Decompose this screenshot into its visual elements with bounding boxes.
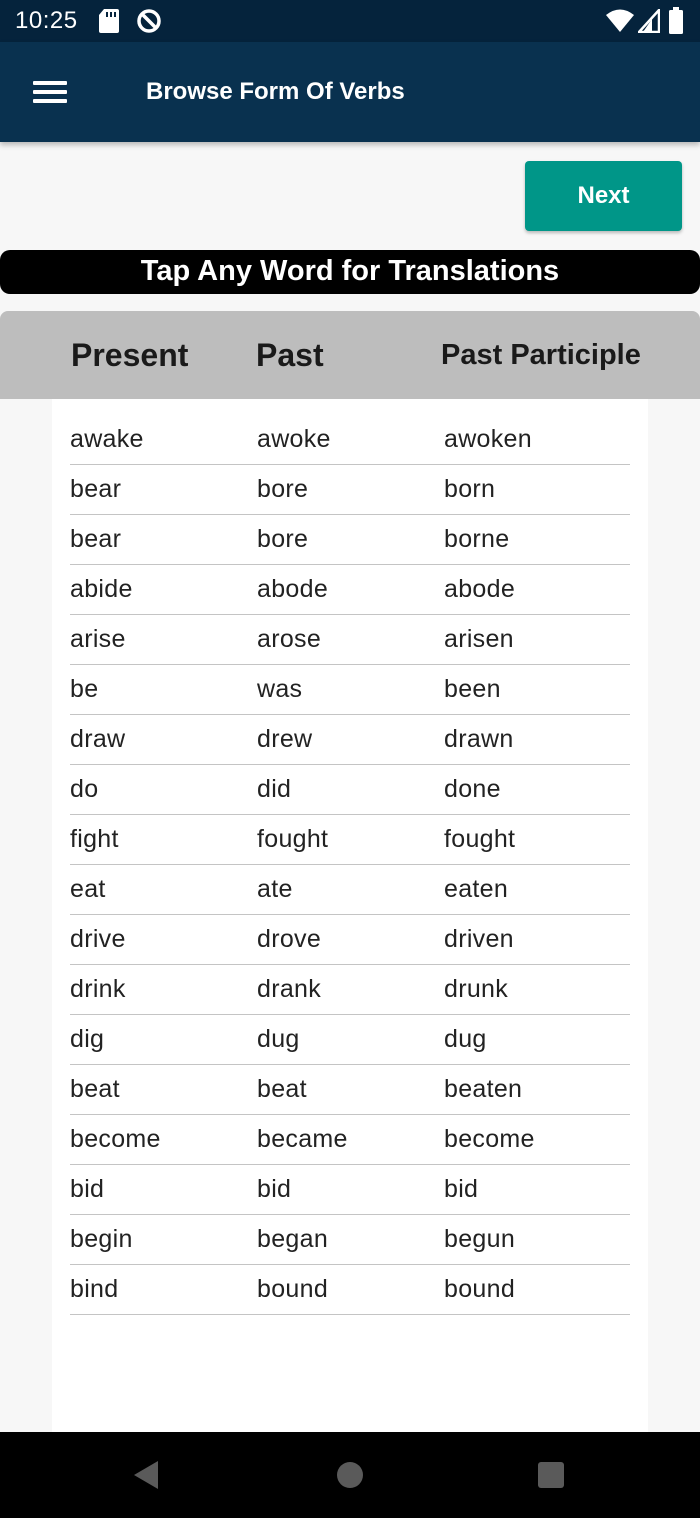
past-participle-cell[interactable]: abode [444,575,516,603]
column-header-present: Present [71,337,189,373]
table-row[interactable] [70,865,630,915]
table-row[interactable] [70,1115,630,1165]
table-row[interactable] [70,415,630,465]
present-cell[interactable]: bear [70,475,122,503]
past-participle-cell[interactable]: arisen [444,625,514,653]
present-cell[interactable]: fight [70,825,119,853]
past-participle-cell[interactable]: begun [444,1225,516,1253]
past-cell[interactable]: awoke [257,425,331,453]
past-participle-cell[interactable]: awoken [444,425,532,453]
past-cell[interactable]: dug [257,1025,300,1053]
present-cell[interactable]: be [70,675,99,703]
present-cell[interactable]: abide [70,575,133,603]
past-participle-cell[interactable]: been [444,675,501,703]
past-cell[interactable]: abode [257,575,329,603]
menu-button[interactable] [20,69,80,115]
present-cell[interactable]: beat [70,1075,120,1103]
data-saver-icon [136,8,162,34]
table-row[interactable] [70,1265,630,1315]
past-participle-cell[interactable]: bid [444,1175,479,1203]
status-bar [0,0,700,42]
present-cell[interactable]: awake [70,425,144,453]
present-cell[interactable]: drive [70,925,126,953]
past-participle-cell[interactable]: become [444,1125,535,1153]
past-cell[interactable]: fought [257,825,329,853]
page-title: Browse Form Of Verbs [146,78,405,105]
past-cell[interactable]: began [257,1225,329,1253]
past-participle-cell[interactable]: born [444,475,496,503]
present-cell[interactable]: do [70,775,99,803]
present-cell[interactable]: bear [70,525,122,553]
table-row[interactable] [70,515,630,565]
past-cell[interactable]: was [257,675,303,703]
table-row[interactable] [70,715,630,765]
table-row[interactable] [70,965,630,1015]
past-cell[interactable]: bound [257,1275,329,1303]
back-icon[interactable] [130,1459,162,1491]
past-cell[interactable]: bid [257,1175,292,1203]
table-row[interactable] [70,1015,630,1065]
past-cell[interactable]: drew [257,725,313,753]
present-cell[interactable]: bind [70,1275,119,1303]
past-cell[interactable]: ate [257,875,293,903]
table-header [0,311,700,399]
present-cell[interactable]: begin [70,1225,133,1253]
table-row[interactable] [70,615,630,665]
present-cell[interactable]: become [70,1125,161,1153]
table-row[interactable] [70,465,630,515]
past-cell[interactable]: drove [257,925,322,953]
table-row[interactable] [70,1165,630,1215]
past-participle-cell[interactable]: dug [444,1025,487,1053]
table-row[interactable] [70,765,630,815]
table-row[interactable] [70,565,630,615]
status-time: 10:25 [15,7,78,34]
past-cell[interactable]: beat [257,1075,307,1103]
past-participle-cell[interactable]: borne [444,525,510,553]
past-cell[interactable]: bore [257,475,309,503]
next-button[interactable]: Next [525,161,682,231]
home-icon[interactable] [336,1461,364,1489]
present-cell[interactable]: draw [70,725,126,753]
past-participle-cell[interactable]: driven [444,925,514,953]
present-cell[interactable]: drink [70,975,126,1003]
past-cell[interactable]: drank [257,975,322,1003]
present-cell[interactable]: eat [70,875,106,903]
past-participle-cell[interactable]: bound [444,1275,516,1303]
navigation-bar [0,1432,700,1518]
table-row[interactable] [70,1065,630,1115]
instruction-banner: Tap Any Word for Translations [0,250,700,294]
battery-icon [668,7,684,35]
verb-list [70,415,630,1315]
verb-table [52,399,648,1432]
table-row[interactable] [70,665,630,715]
cellular-signal-icon [638,9,660,33]
present-cell[interactable]: bid [70,1175,105,1203]
menu-icon [33,81,67,85]
wifi-icon [606,9,634,33]
sd-card-icon [98,8,120,34]
app-bar [0,42,700,142]
column-header-past-participle: Past Participle [441,339,641,371]
past-cell[interactable]: did [257,775,292,803]
table-row[interactable] [70,1215,630,1265]
past-cell[interactable]: became [257,1125,348,1153]
past-participle-cell[interactable]: drawn [444,725,514,753]
past-participle-cell[interactable]: fought [444,825,516,853]
past-participle-cell[interactable]: done [444,775,501,803]
table-row[interactable] [70,915,630,965]
present-cell[interactable]: dig [70,1025,105,1053]
past-participle-cell[interactable]: drunk [444,975,509,1003]
recents-icon[interactable] [537,1461,565,1489]
past-participle-cell[interactable]: eaten [444,875,509,903]
past-cell[interactable]: arose [257,625,322,653]
column-header-past: Past [256,337,324,373]
past-cell[interactable]: bore [257,525,309,553]
present-cell[interactable]: arise [70,625,126,653]
table-row[interactable] [70,815,630,865]
past-participle-cell[interactable]: beaten [444,1075,523,1103]
